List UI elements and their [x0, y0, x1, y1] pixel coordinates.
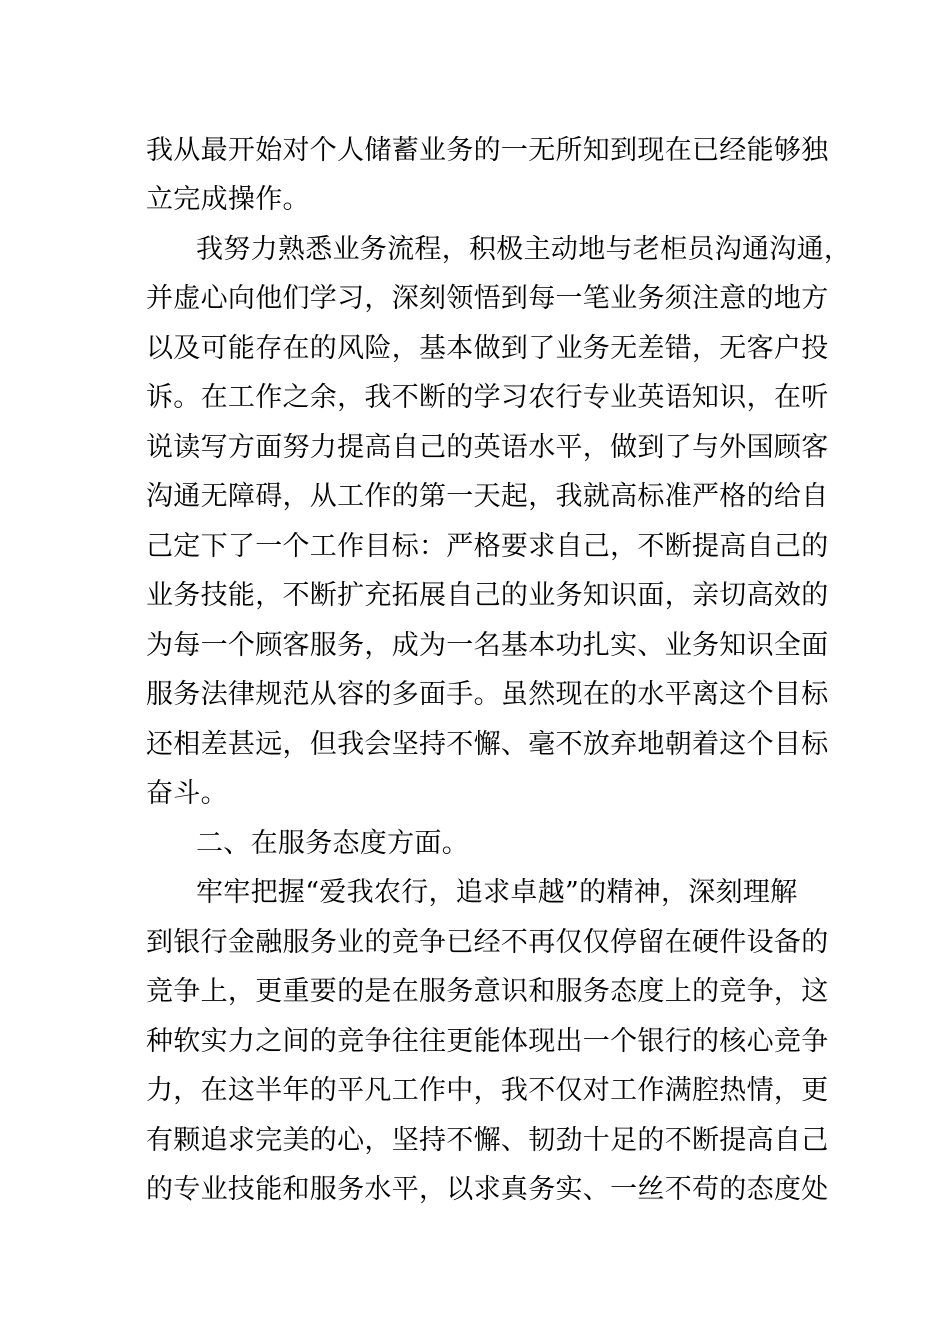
body-text-line: 并虚心向他们学习，深刻领悟到每一笔业务须注意的地方 [146, 283, 829, 314]
body-text-line: 有颗追求完美的心，坚持不懈、韧劲十足的不断提高自己 [146, 1125, 829, 1156]
body-text-line: 己定下了一个工作目标：严格要求自己，不断提高自己的 [146, 531, 829, 562]
body-text-line: 竞争上，更重要的是在服务意识和服务态度上的竞争，这 [146, 976, 829, 1007]
body-text-line: 到银行金融服务业的竞争已经不再仅仅停留在硬件设备的 [146, 927, 829, 958]
body-text-line: 服务法律规范从容的多面手。虽然现在的水平离这个目标 [146, 679, 829, 710]
body-text-line: 以及可能存在的风险，基本做到了业务无差错，无客户投 [146, 333, 829, 364]
body-text-line: 奋斗。 [146, 778, 228, 809]
body-text-line: 力，在这半年的平凡工作中，我不仅对工作满腔热情，更 [146, 1075, 829, 1106]
body-text-line: 说读写方面努力提高自己的英语水平，做到了与外国顾客 [146, 432, 829, 463]
body-text-line: 立完成操作。 [146, 184, 310, 215]
body-text-line: 的专业技能和服务水平，以求真务实、一丝不苟的态度处 [146, 1174, 829, 1205]
paragraph-first-line: 我努力熟悉业务流程，积极主动地与老柜员沟通沟通， [196, 234, 852, 265]
body-text-line: 种软实力之间的竞争往往更能体现出一个银行的核心竞争 [146, 1026, 829, 1057]
body-text-line: 为每一个顾客服务，成为一名基本功扎实、业务知识全面 [146, 630, 829, 661]
body-text-line: 业务技能，不断扩充拓展自己的业务知识面，亲切高效的 [146, 580, 829, 611]
body-text-line: 还相差甚远，但我会坚持不懈、毫不放弃地朝着这个目标 [146, 729, 829, 760]
body-text-line: 诉。在工作之余，我不断的学习农行专业英语知识，在听 [146, 382, 829, 413]
paragraph-first-line: 牢牢把握“爱我农行，追求卓越”的精神，深刻理解 [196, 877, 798, 908]
section-heading: 二、在服务态度方面。 [196, 828, 469, 859]
body-text-line: 我从最开始对个人储蓄业务的一无所知到现在已经能够独 [146, 135, 829, 166]
body-text-line: 沟通无障碍，从工作的第一天起，我就高标准严格的给自 [146, 481, 829, 512]
